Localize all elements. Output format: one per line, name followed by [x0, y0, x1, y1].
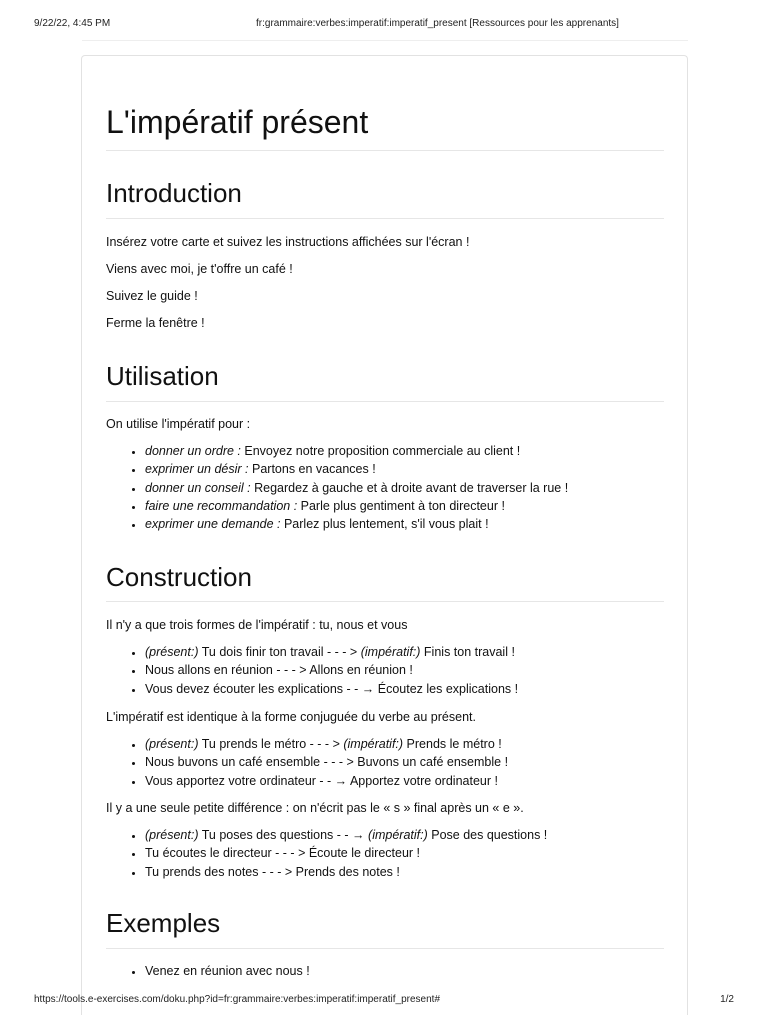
print-footer — [0, 990, 768, 1024]
page-number: 1/2 — [720, 994, 734, 1005]
usage-label: exprimer une demande : — [145, 517, 281, 532]
list-item — [144, 479, 568, 497]
introduction-paragraph: Ferme la fenêtre ! — [106, 316, 205, 330]
usage-label: donner un ordre : — [145, 444, 241, 458]
utilisation-list — [106, 442, 568, 533]
introduction-divider — [106, 218, 664, 219]
tense-tag: (impératif:) — [343, 737, 404, 751]
utilisation-intro: On utilise l'impératif pour : — [106, 417, 251, 431]
page-url: https://tools.e-exercises.com/doku.php?id=fr:grammaire:verbes:imperatif:imperatif_present# — [34, 994, 441, 1005]
list-item: • Nous allons en réunion - - - > Allons en réunion ! — [144, 661, 518, 679]
construction-intro: L'impératif est identique à la forme conjuguée du verbe au présent. — [106, 710, 476, 724]
section-heading-utilisation: Utilisation — [106, 361, 219, 391]
construction-intro: Il y a une seule petite différence : on n'écrit pas le « s » final après un « e ». — [106, 801, 524, 815]
article-card — [81, 55, 688, 1015]
list-item: • Nous buvons un café ensemble - - - > Buvons un café ensemble ! — [144, 753, 508, 771]
list-item — [144, 515, 568, 533]
page-title: L'impératif présent — [106, 104, 369, 140]
example-text: Tu dois finir ton travail - - - > — [198, 645, 361, 659]
usage-example: Parlez plus lentement, s'il vous plait ! — [280, 517, 489, 532]
exemples-divider — [106, 948, 664, 949]
usage-label: faire une recommandation : — [145, 498, 298, 513]
list-item: • Vous apportez votre ordinateur - - → Apportez votre ordinateur ! — [144, 772, 508, 790]
section-heading-construction: Construction — [106, 562, 252, 592]
example-text: Finis ton travail ! — [420, 645, 515, 659]
list-item — [144, 826, 547, 844]
example-text: Prends le métro ! — [403, 737, 502, 751]
list-item — [144, 497, 568, 515]
section-heading-exemples: Exemples — [106, 908, 221, 938]
list-item — [144, 735, 508, 753]
construction-intro: Il n'y a que trois formes de l'impératif : tu, nous et vous — [106, 618, 408, 632]
list-item: • Tu prends des notes - - - > Prends des notes ! — [144, 863, 547, 881]
list-item: • Vous devez écouter les explications - - → Écoutez les explications ! — [144, 680, 518, 698]
list-item — [144, 643, 518, 661]
construction-divider — [106, 601, 664, 602]
introduction-paragraph: Viens avec moi, je t'offre un café ! — [106, 262, 293, 276]
list-item: • Venez en réunion avec nous ! — [144, 962, 310, 980]
example-text: Pose des questions ! — [427, 828, 548, 842]
tense-tag: (présent:) — [145, 828, 199, 842]
usage-example: Envoyez notre proposition commerciale au client ! — [240, 444, 521, 458]
example-text: Tu prends le métro - - - > — [198, 737, 344, 751]
example-text: Tu poses des questions - - → — [198, 828, 369, 842]
list-item: • Tu écoutes le directeur - - - > Écoute le directeur ! — [144, 844, 547, 862]
usage-label: exprimer un désir : — [145, 462, 249, 477]
construction-list — [106, 735, 508, 790]
usage-example: Regardez à gauche et à droite avant de traverser la rue ! — [250, 480, 569, 495]
usage-example: Parle plus gentiment à ton directeur ! — [297, 498, 505, 513]
print-page-title: fr:grammaire:verbes:imperatif:imperatif_present [Ressources pour les apprenants] — [256, 18, 619, 29]
usage-example: Partons en vacances ! — [248, 462, 376, 477]
list-item — [144, 442, 568, 460]
construction-list — [106, 643, 518, 698]
utilisation-divider — [106, 401, 664, 402]
tense-tag: (impératif:) — [360, 645, 421, 659]
tense-tag: (présent:) — [145, 737, 199, 751]
tense-tag: (impératif:) — [368, 828, 428, 842]
usage-label: donner un conseil : — [145, 480, 251, 495]
construction-list — [106, 826, 547, 881]
introduction-paragraph: Insérez votre carte et suivez les instructions affichées sur l'écran ! — [106, 235, 470, 249]
header-divider — [82, 40, 688, 41]
print-datetime: 9/22/22, 4:45 PM — [34, 18, 111, 29]
list-item — [144, 460, 568, 478]
section-heading-introduction: Introduction — [106, 178, 242, 208]
print-header — [0, 0, 768, 40]
introduction-paragraph: Suivez le guide ! — [106, 289, 198, 303]
exemples-list — [106, 962, 310, 980]
tense-tag: (présent:) — [145, 645, 199, 659]
title-divider — [106, 150, 664, 151]
